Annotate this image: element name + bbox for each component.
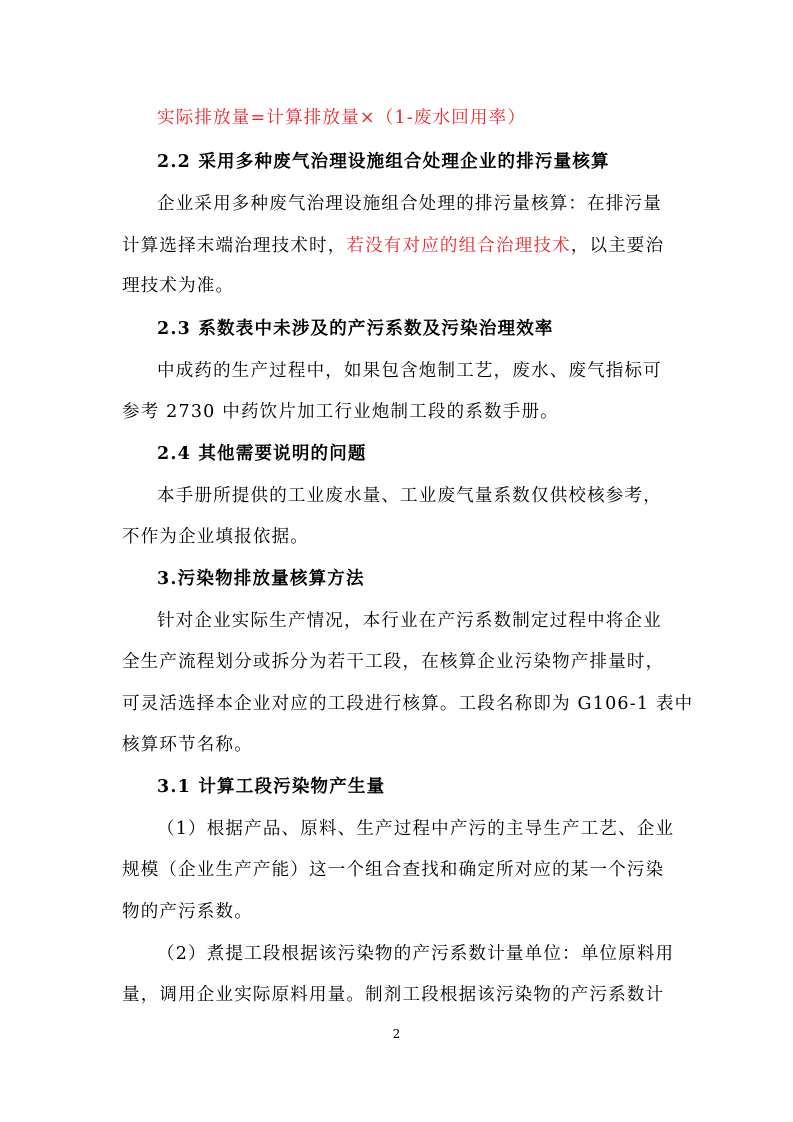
paragraph-line: 物的产污系数。	[122, 902, 253, 922]
paragraph-line: 全生产流程划分或拆分为若干工段，在核算企业污染物产排量时，	[122, 652, 665, 672]
section-2-3-heading: 2.3 系数表中未涉及的产污系数及污染治理效率	[157, 319, 554, 339]
formula-line: 实际排放量=计算排放量×（1-废水回用率）	[157, 108, 527, 128]
paragraph-line: 中成药的生产过程中，如果包含炮制工艺，废水、废气指标可	[157, 361, 662, 381]
paragraph-line: 核算环节名称。	[122, 735, 253, 755]
paragraph-line: 参考 2730 中药饮片加工行业炮制工段的系数手册。	[122, 402, 559, 422]
paragraph-line: 可灵活选择本企业对应的工段进行核算。工段名称即为 G106-1 表中	[122, 694, 694, 714]
paragraph-line: 企业采用多种废气治理设施组合处理的排污量核算：在排污量	[157, 194, 662, 214]
paragraph-line: 规模（企业生产产能）这一个组合查找和确定所对应的某一个污染	[122, 860, 665, 880]
section-3-heading: 3.污染物排放量核算方法	[157, 569, 365, 589]
section-3-1-heading: 3.1 计算工段污染物产生量	[157, 777, 386, 797]
paragraph-line: 本手册所提供的工业废水量、工业废气量系数仅供校核参考，	[157, 486, 662, 506]
paragraph-line: 针对企业实际生产情况，本行业在产污系数制定过程中将企业	[157, 611, 662, 631]
paragraph-line: 量，调用企业实际原料用量。制剂工段根据该污染物的产污系数计	[122, 985, 665, 1005]
paragraph-line: 理技术为准。	[122, 276, 235, 296]
paragraph-line: 不作为企业填报依据。	[122, 527, 309, 547]
paragraph-line	[122, 232, 664, 257]
paragraph-line: （1）根据产品、原料、生产过程中产污的主导生产工艺、企业	[157, 819, 675, 839]
page-number: 2	[392, 1027, 401, 1041]
text-run: 计算选择末端治理技术时，	[122, 236, 347, 256]
paragraph-line: （2）煮提工段根据该污染物的产污系数计量单位：单位原料用	[157, 944, 675, 964]
section-2-2-heading: 2.2 采用多种废气治理设施组合处理企业的排污量核算	[157, 152, 610, 172]
text-run: ，以主要治	[570, 236, 665, 256]
highlighted-text: 若没有对应的组合治理技术	[346, 236, 571, 256]
section-2-4-heading: 2.4 其他需要说明的问题	[157, 444, 367, 464]
